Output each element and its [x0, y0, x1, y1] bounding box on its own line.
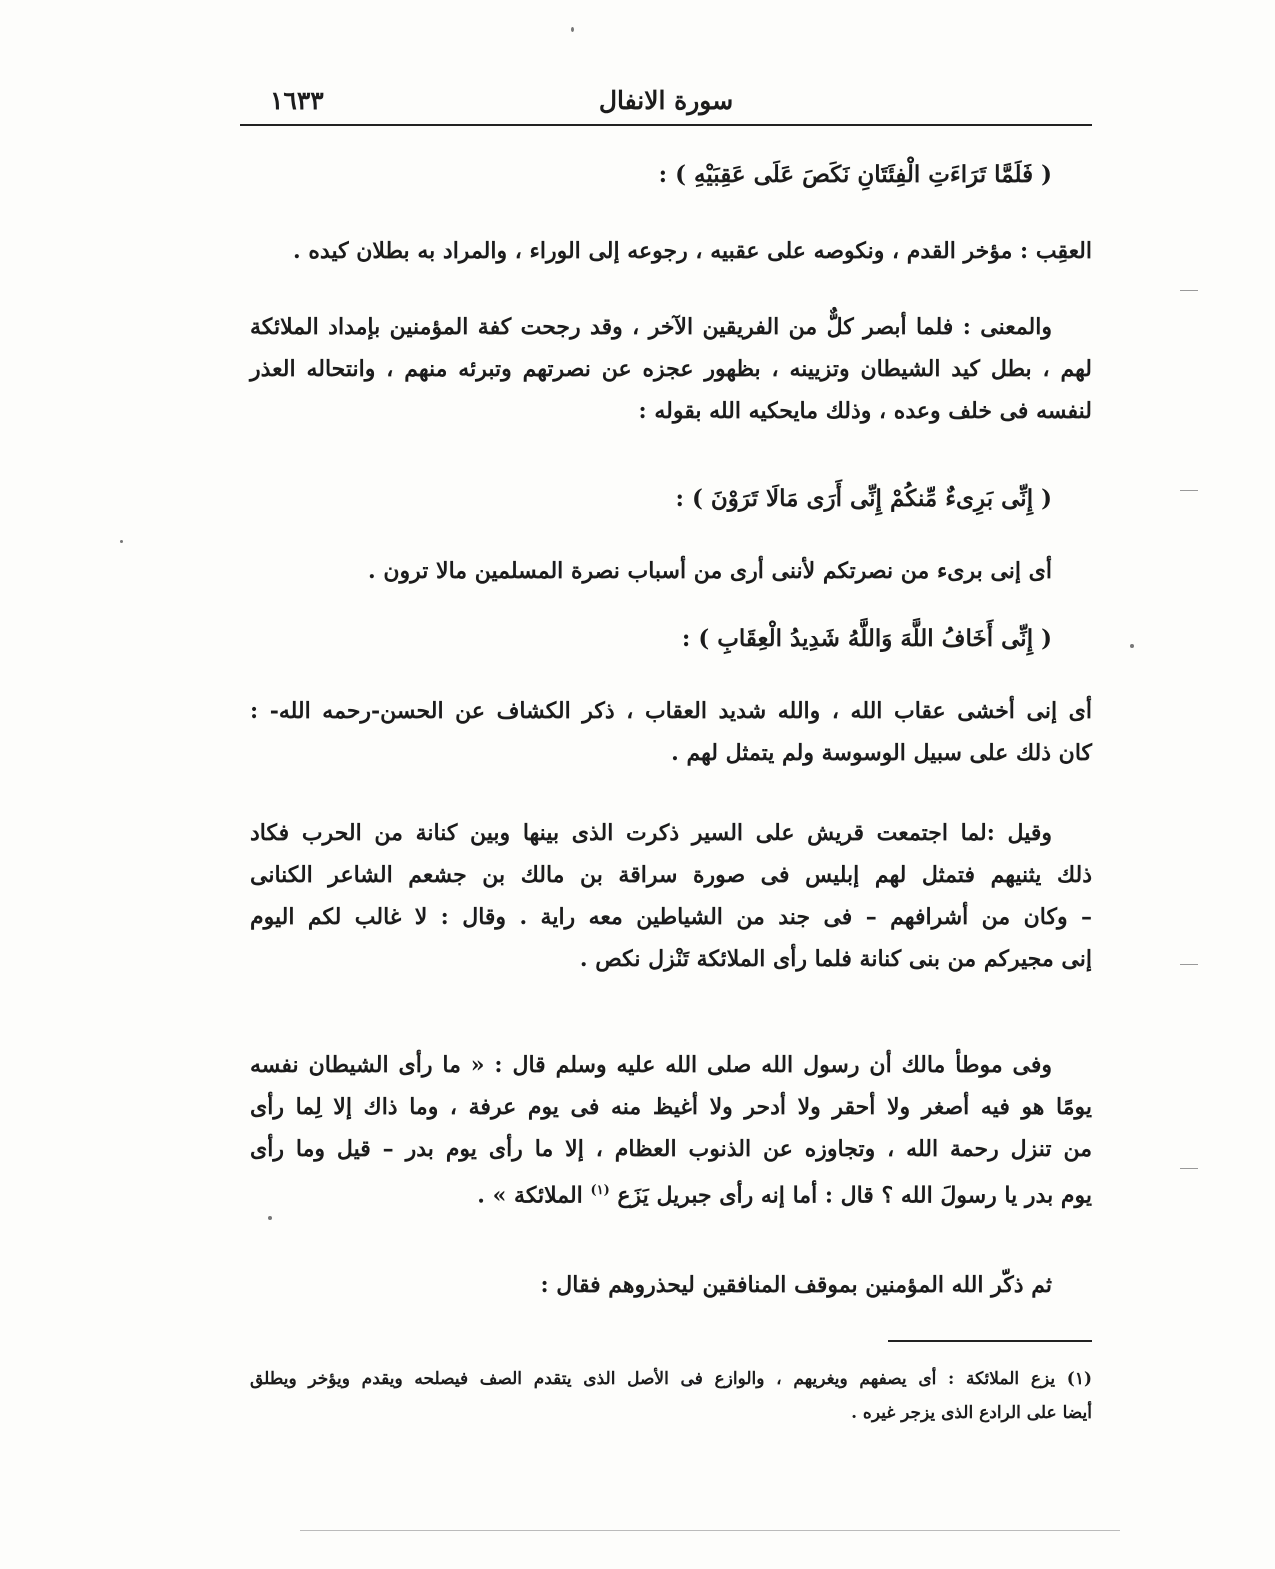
- text-line: ثم ذكّر الله المؤمنين بموقف المنافقين ليحذروهم فقال :: [540, 1272, 1052, 1298]
- paragraph-5: [250, 812, 1092, 980]
- scan-edge-mark: [1180, 490, 1198, 491]
- scan-edge-mark: [1180, 290, 1198, 291]
- verse-heading-1: [250, 154, 1092, 196]
- page-header: [240, 86, 1092, 120]
- scan-speck: [1130, 644, 1134, 648]
- text-line: وقيل :لما اجتمعت قريش على السير ذكرت الذى بينها وبين كنانة من الحرب فكاد: [250, 820, 1052, 846]
- footnote-marker[interactable]: (١): [590, 1183, 610, 1198]
- paragraph-1: [250, 230, 1092, 272]
- footnote-line: أيضا على الرادع الذى يزجر غيره .: [851, 1403, 1092, 1423]
- paragraph-3: [250, 550, 1092, 592]
- scan-edge-mark: [1180, 964, 1198, 965]
- text-line: ذلك يثنيهم فتمثل لهم إبليس فى صورة سراقة بن مالك بن جشعم الشاعر الكنانى: [250, 862, 1092, 888]
- text-line: أى إنى أخشى عقاب الله ، والله شديد العقاب ، ذكر الكشاف عن الحسن-رحمه الله- :: [250, 698, 1092, 724]
- verse-line: ( إِنِّى أَخَافُ اللَّهَ وَاللَّهُ شَدِيدُ الْعِقَابِ ) :: [681, 625, 1052, 652]
- scan-speck: [268, 1216, 272, 1220]
- header-rule: [240, 124, 1092, 126]
- text-line-with-footnote: [250, 1170, 1092, 1216]
- verse-heading-3: [250, 618, 1092, 660]
- text-line: كان ذلك على سبيل الوسوسة ولم يتمثل لهم .: [671, 740, 1092, 766]
- verse-line: ( إِنِّى بَرِىءٌ مِّنكُمْ إِنِّى أَرَى مَالَا تَرَوْنَ ) :: [675, 485, 1052, 512]
- paragraph-4: [250, 690, 1092, 774]
- text-line: إنى مجيركم من بنى كنانة فلما رأى الملائكة تَنْزل نكص .: [579, 946, 1092, 972]
- text-line: العقِب : مؤخر القدم ، ونكوصه على عقبيه ، رجوعه إلى الوراء ، والمراد به بطلان كيده .: [293, 238, 1092, 264]
- scan-speck: [120, 540, 123, 543]
- page-number: ١٦٣٣: [270, 86, 324, 115]
- footnote-rule: [888, 1340, 1092, 1342]
- scan-speck: [571, 27, 574, 32]
- paragraph-6: [250, 1044, 1092, 1216]
- text-line: من تنزل رحمة الله ، وتجاوزه عن الذنوب العظام ، إلا ما رأى يوم بدر – قيل وما رأى: [250, 1136, 1092, 1162]
- scan-edge-mark: [1180, 1168, 1198, 1169]
- verse-heading-2: [250, 478, 1092, 520]
- text-line: أى إنى برىء من نصرتكم لأننى أرى من أسباب نصرة المسلمين مالا ترون .: [368, 558, 1052, 584]
- footnote: [250, 1362, 1092, 1430]
- text-line: لهم ، بطل كيد الشيطان وتزيينه ، بظهور عجزه عن نصرتهم وتبرئه منهم ، وانتحاله العذر: [250, 356, 1092, 382]
- paragraph-7: [250, 1264, 1092, 1306]
- text-line: وفى موطأ مالك أن رسول الله صلى الله عليه وسلم قال : « ما رأى الشيطان نفسه: [250, 1052, 1052, 1078]
- text-line: لنفسه فى خلف وعده ، وذلك مايحكيه الله بقوله :: [638, 398, 1092, 424]
- text-line: والمعنى : فلما أبصر كلٌّ من الفريقين الآخر ، وقد رجحت كفة المؤمنين بإمداد الملائكة: [250, 314, 1052, 340]
- text-segment: الملائكة » .: [477, 1182, 583, 1209]
- surah-title: سورة الانفال: [598, 86, 734, 115]
- text-segment: يوم بدر يا رسولَ الله ؟ قال : أما إنه رأى جبريل يَزَع: [617, 1182, 1092, 1209]
- footnote-line: (١) يزع الملائكة : أى يصفهم ويغريهم ، والوازع فى الأصل الذى يتقدم الصف فيصلحه ويقدم ويؤخر ويطلق: [250, 1369, 1092, 1389]
- paragraph-2: [250, 306, 1092, 432]
- text-line: يومًا هو فيه أصغر ولا أحقر ولا أدحر ولا أغيظ منه فى يوم عرفة ، وما ذاك إلا لِما رأى: [250, 1094, 1092, 1120]
- scan-bottom-edge: [300, 1530, 1120, 1531]
- verse-line: ( فَلَمَّا تَرَاءَتِ الْفِئَتَانِ نَكَصَ عَلَى عَقِبَيْهِ ) :: [658, 161, 1052, 188]
- text-line: – وكان من أشرافهم – فى جند من الشياطين معه راية . وقال : لا غالب لكم اليوم: [250, 904, 1092, 930]
